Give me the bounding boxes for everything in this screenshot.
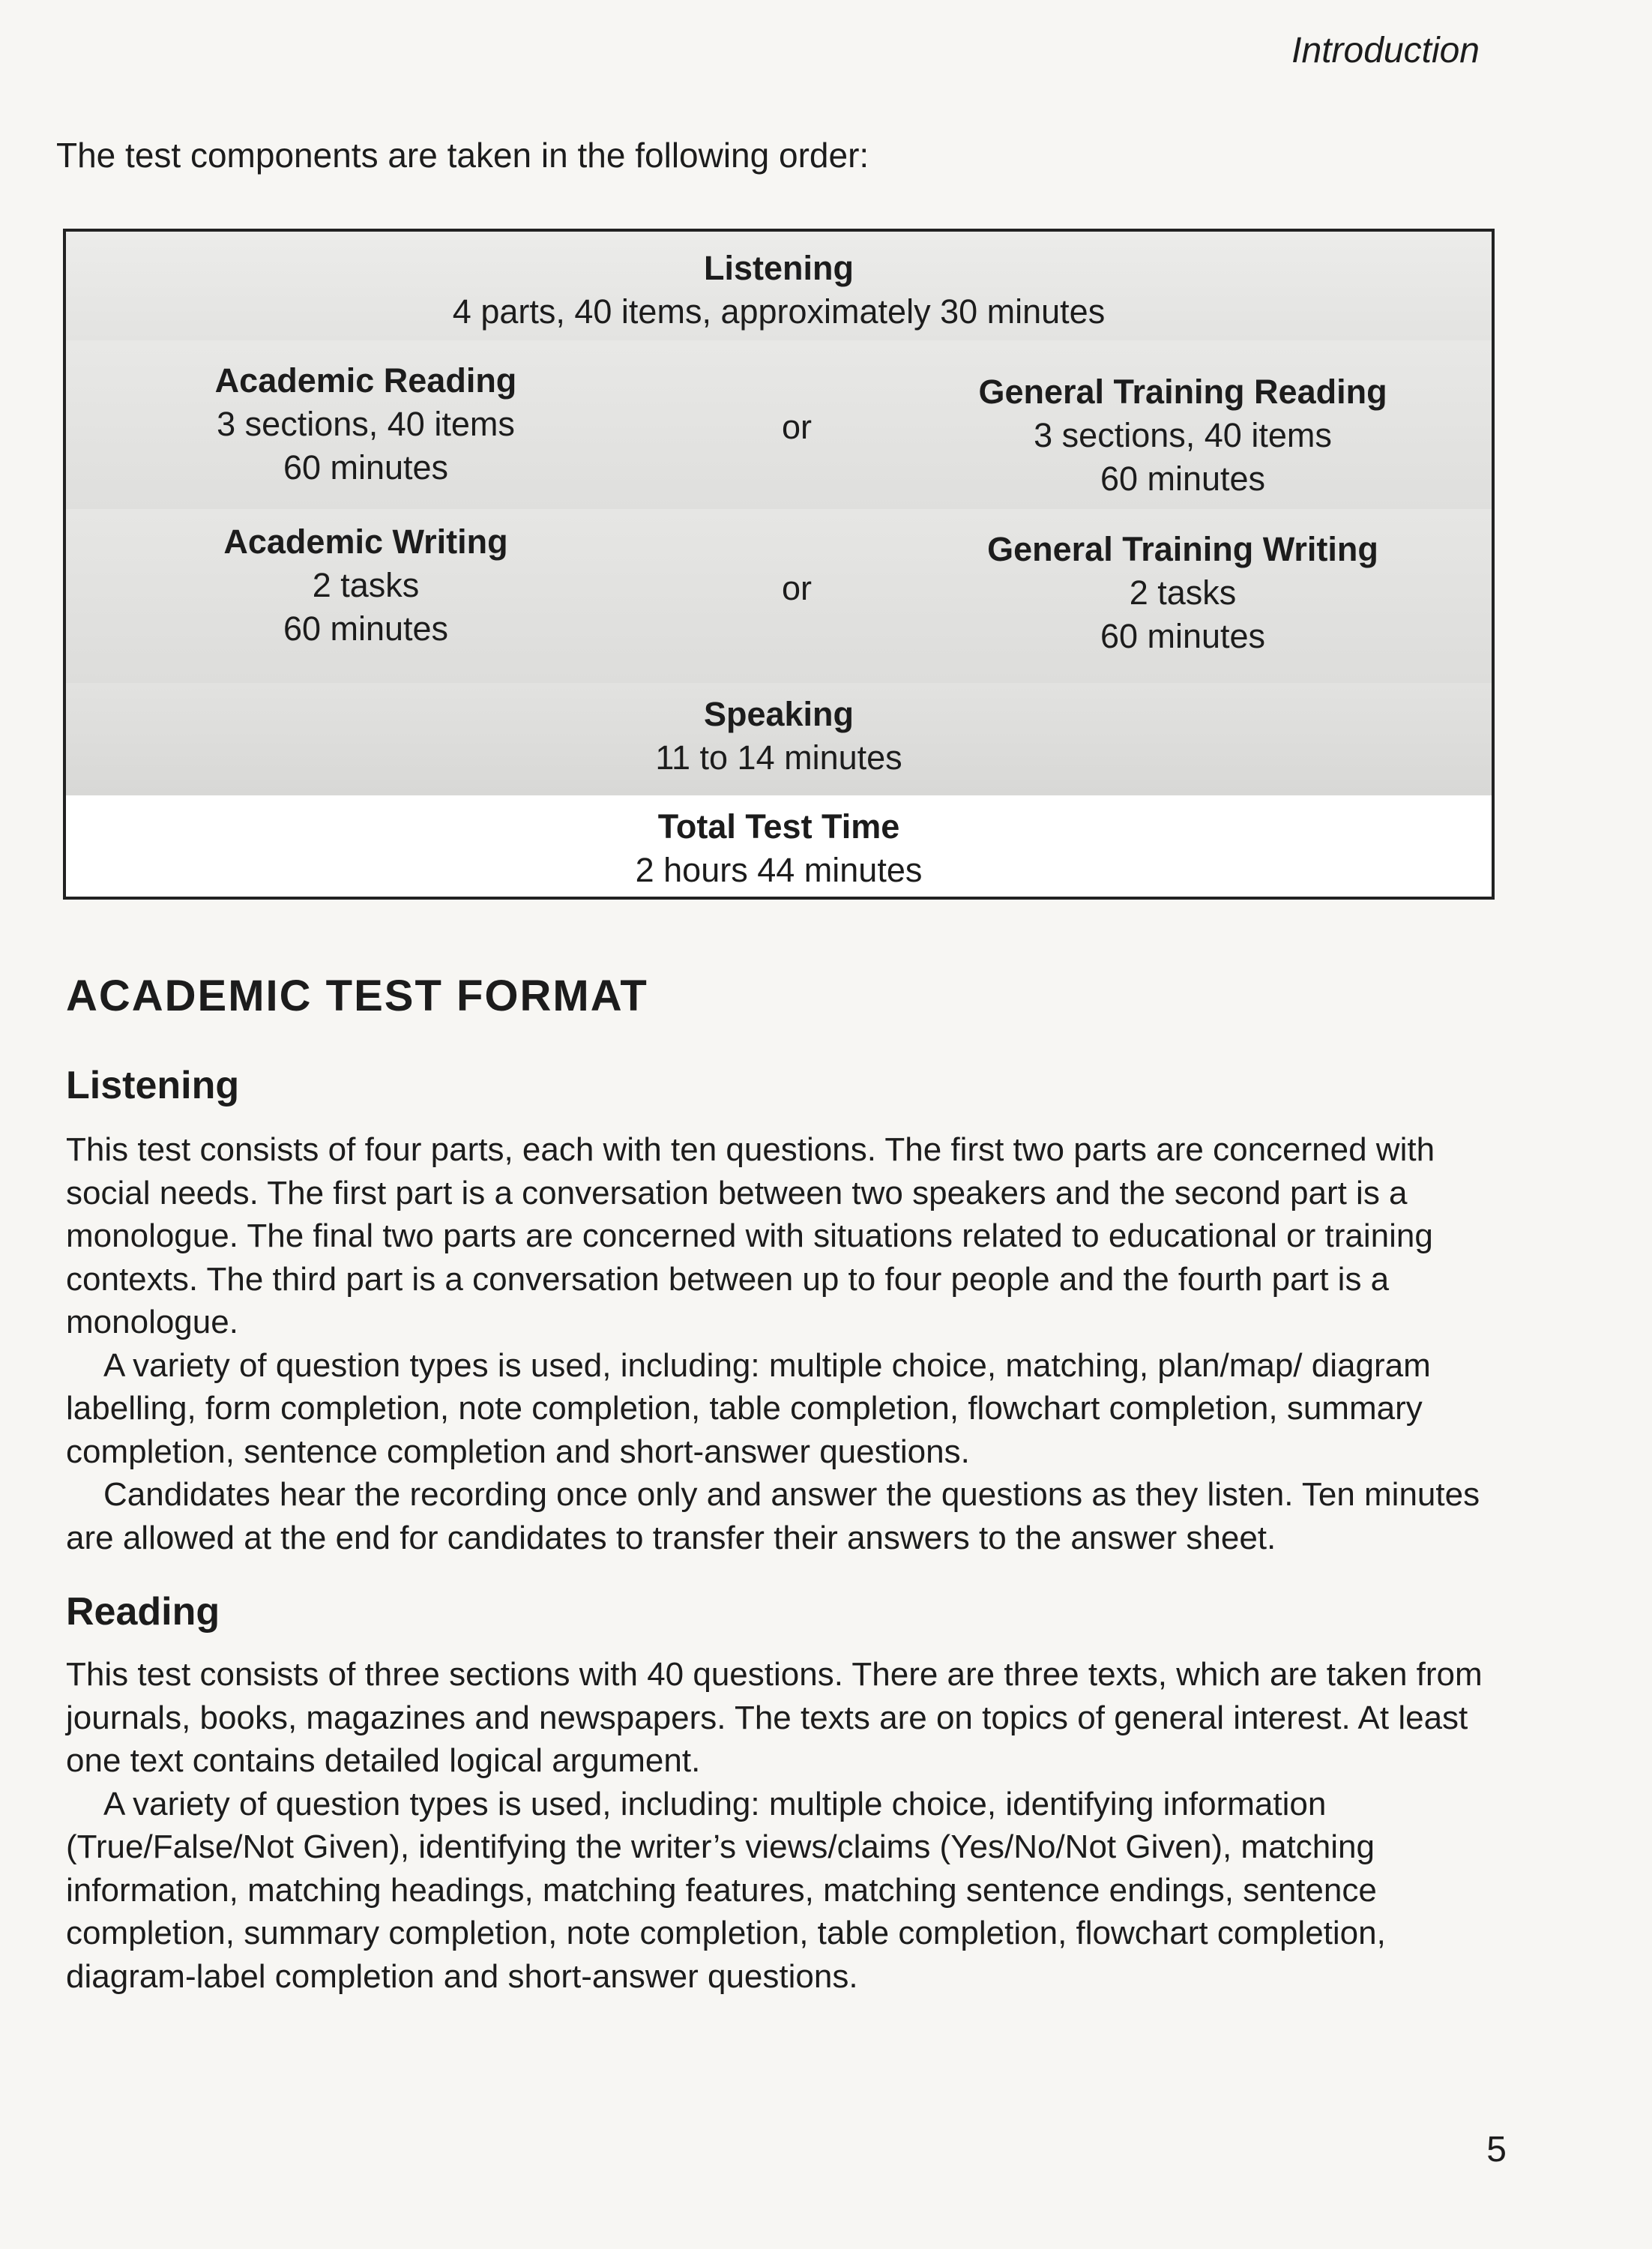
general-reading-cell xyxy=(950,370,1415,501)
total-title: Total Test Time xyxy=(657,807,900,846)
reading-paragraph: This test consists of three sections with 40 questions. There are three texts, which are taken from journals, books, magazines and newspapers. The texts are on topics of general interest. At least one text contains detailed logical argument. xyxy=(66,1656,1483,1779)
listening-paragraph: Candidates hear the recording once only and answer the questions as they listen. Ten minutes are allowed at the end for candidates to transfer their answers to the answer sheet. xyxy=(66,1476,1480,1556)
listening-heading: Listening xyxy=(66,1064,240,1107)
listening-body xyxy=(66,1128,1490,1559)
general-reading-time: 60 minutes xyxy=(1100,460,1266,498)
reading-heading: Reading xyxy=(66,1590,220,1634)
general-writing-time: 60 minutes xyxy=(1100,617,1266,655)
speaking-detail: 11 to 14 minutes xyxy=(655,738,902,777)
academic-writing-time: 60 minutes xyxy=(283,609,449,648)
academic-reading-time: 60 minutes xyxy=(283,448,449,487)
total-detail: 2 hours 44 minutes xyxy=(635,851,923,889)
academic-reading-title: Academic Reading xyxy=(214,361,517,400)
academic-writing-tasks: 2 tasks xyxy=(312,566,420,604)
general-writing-tasks: 2 tasks xyxy=(1129,573,1237,612)
listening-detail: 4 parts, 40 items, approximately 30 minutes xyxy=(452,292,1106,331)
listening-cell xyxy=(66,247,1492,334)
section-title: ACADEMIC TEST FORMAT xyxy=(66,972,648,1020)
general-reading-title: General Training Reading xyxy=(978,373,1387,411)
academic-reading-items: 3 sections, 40 items xyxy=(217,405,515,443)
page-number: 5 xyxy=(1486,2130,1507,2170)
listening-paragraph: This test consists of four parts, each with ten questions. The first two parts are concerned with social needs. The first part is a conversation between two speakers and the second part is a monologue. The final two parts are concerned with situations related to educational or training contexts. The third part is a conversation between up to four people and the fourth part is a monologue. xyxy=(66,1131,1435,1340)
academic-writing-cell xyxy=(193,520,538,651)
academic-reading-cell xyxy=(186,359,546,490)
total-cell xyxy=(66,805,1492,892)
reading-or: or xyxy=(782,408,813,446)
running-head: Introduction xyxy=(1291,31,1480,70)
test-order-table xyxy=(63,229,1495,900)
listening-title: Listening xyxy=(704,249,854,287)
speaking-title: Speaking xyxy=(703,695,854,733)
general-writing-cell xyxy=(950,528,1415,658)
academic-writing-title: Academic Writing xyxy=(223,523,508,561)
reading-paragraph: A variety of question types is used, including: multiple choice, identifying information (True/False/Not Given), identifying the writer’s views/claims (Yes/No/Not Given), matching information, matching headings, matching features, matching sentence endings, sentence completion, summary completion, note completion, table completion, flowchart completion, diagram-label completion and short-answer questions. xyxy=(66,1785,1386,1995)
listening-paragraph: A variety of question types is used, including: multiple choice, matching, plan/map/ diagram labelling, form completion, note completion, table completion, flowchart completion, summary completion, sentence completion and short-answer questions. xyxy=(66,1346,1431,1470)
writing-or: or xyxy=(782,569,813,607)
intro-line: The test components are taken in the following order: xyxy=(56,136,869,175)
reading-body xyxy=(66,1653,1490,1998)
general-writing-title: General Training Writing xyxy=(987,530,1378,568)
speaking-cell xyxy=(66,693,1492,780)
general-reading-items: 3 sections, 40 items xyxy=(1034,416,1332,454)
